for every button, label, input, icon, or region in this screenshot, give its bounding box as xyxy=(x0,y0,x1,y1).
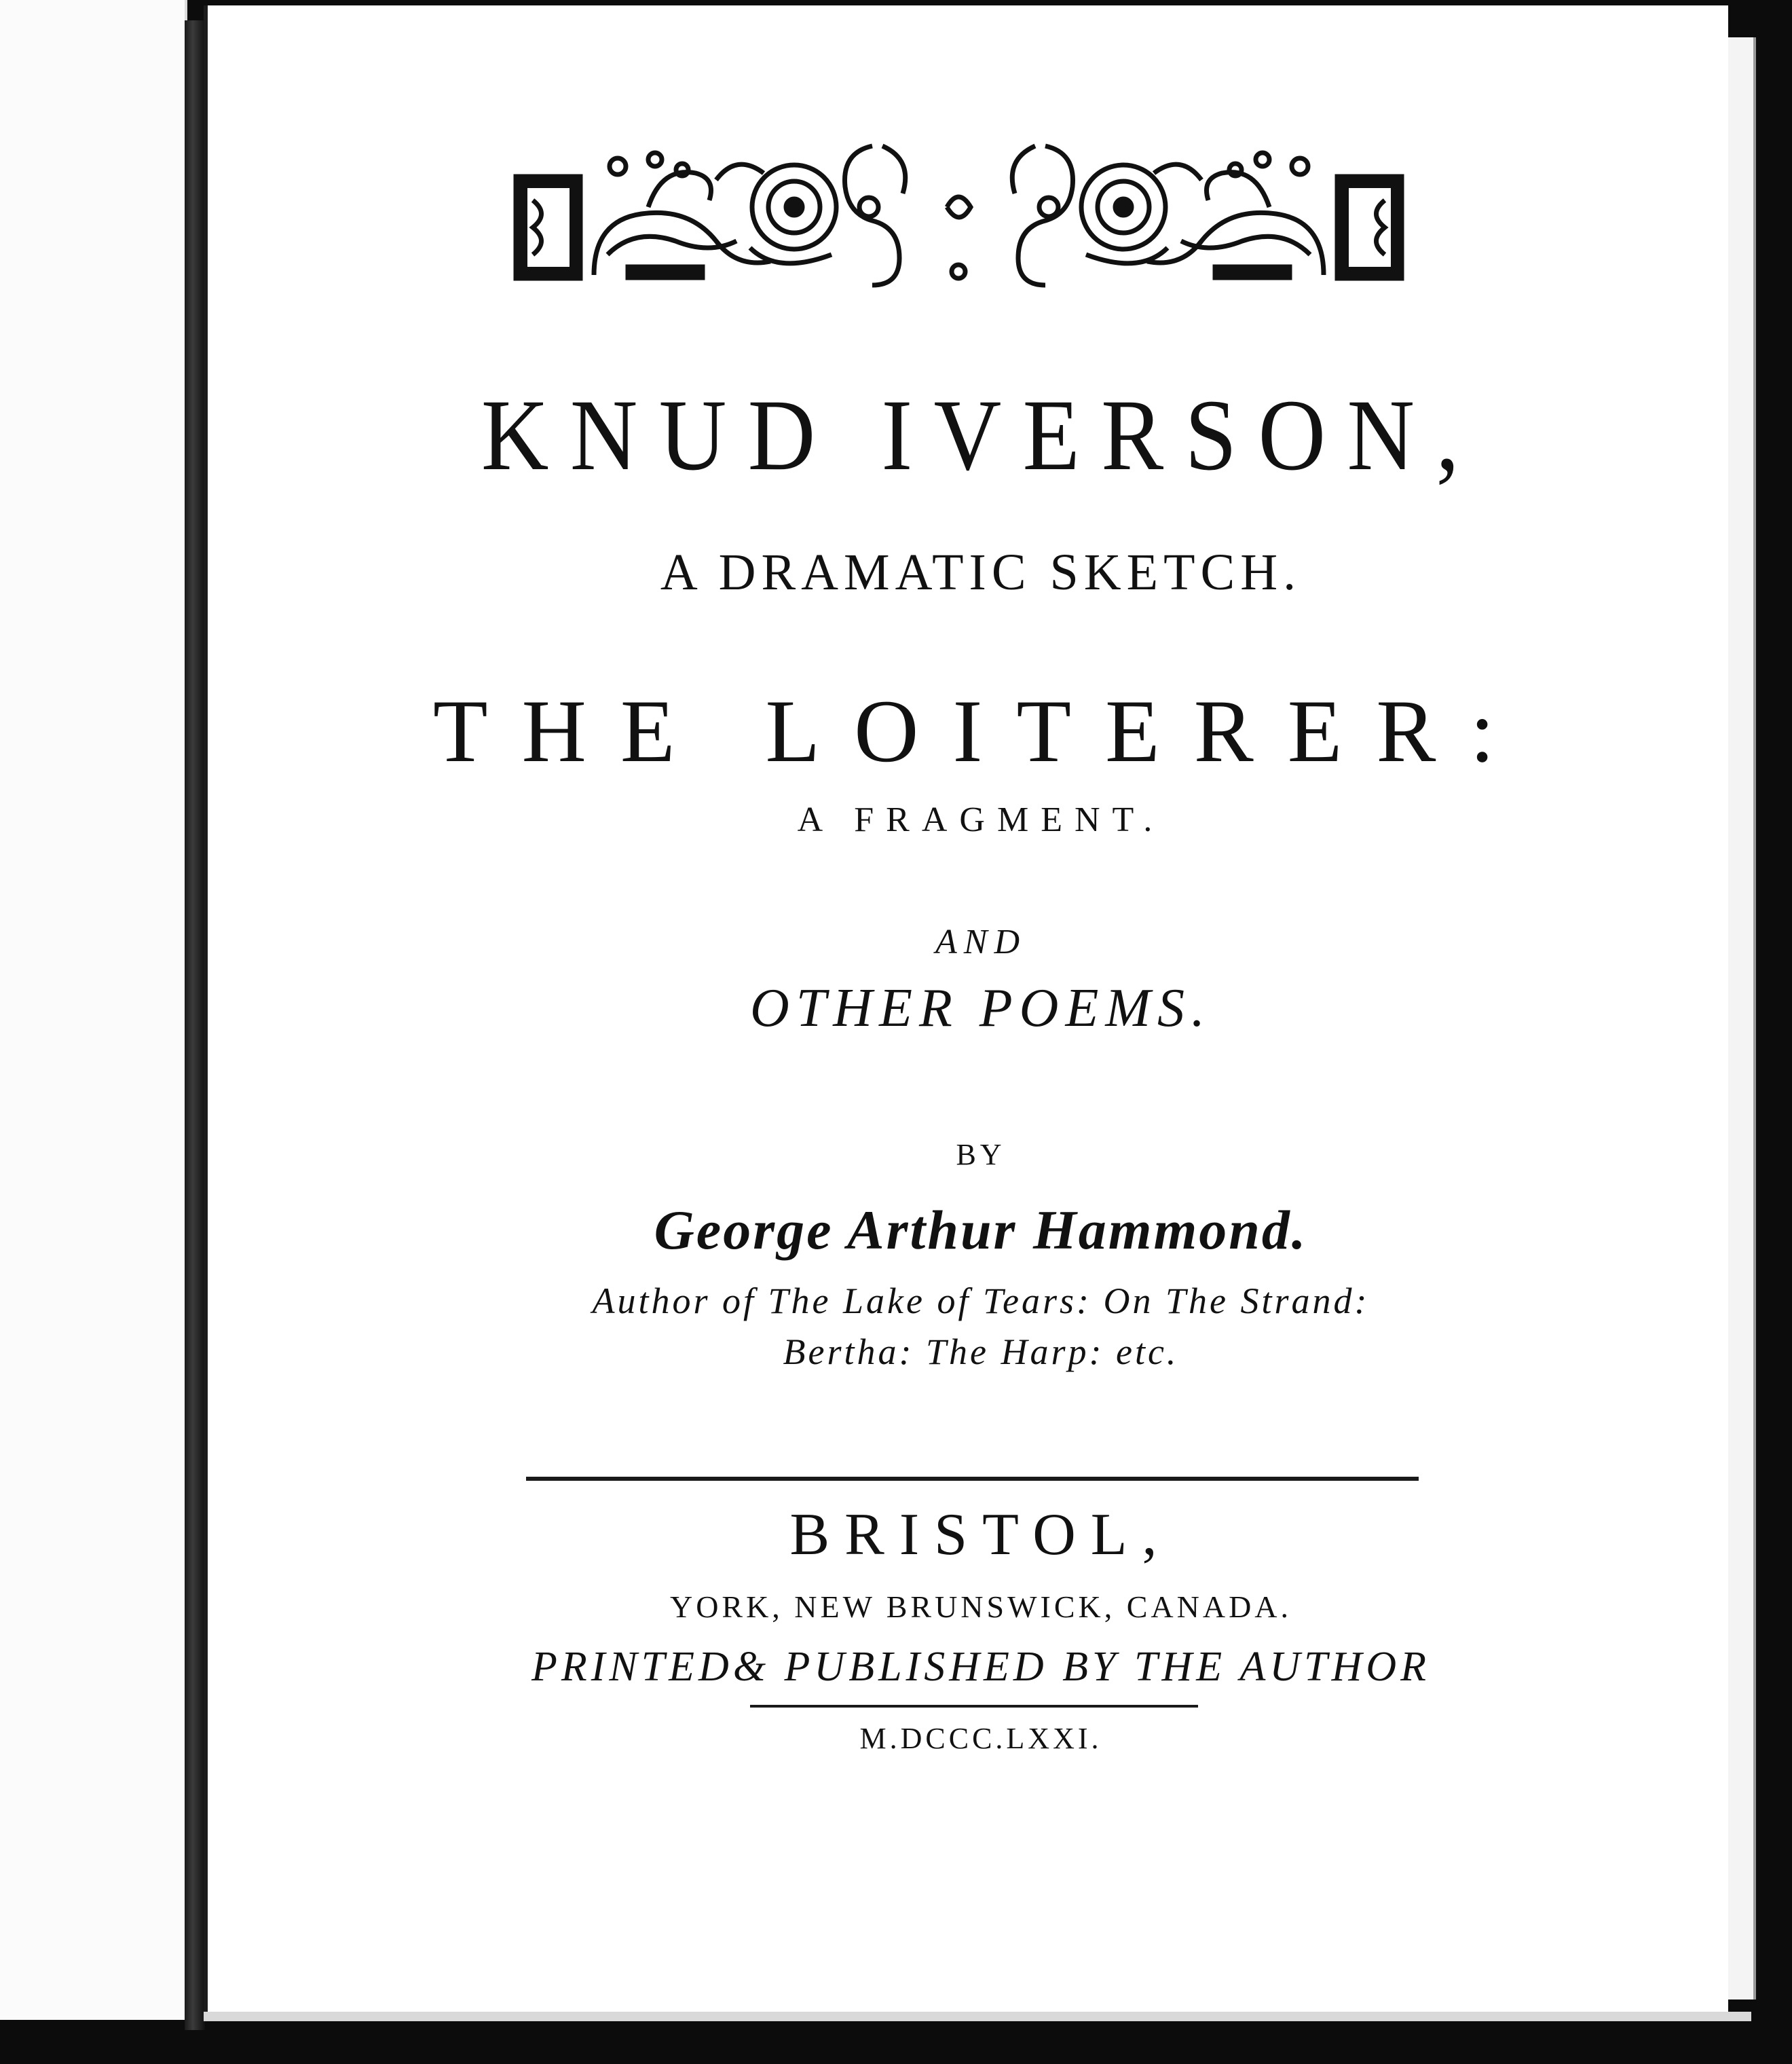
short-divider-rule xyxy=(750,1705,1198,1708)
imprint-city: BRISTOL, xyxy=(789,1502,1172,1568)
second-title: THE LOITERER: xyxy=(432,681,1529,781)
main-title: KNUD IVERSON, xyxy=(481,379,1481,492)
imprint-publisher: PRINTED& PUBLISHED BY THE AUTHOR xyxy=(531,1644,1431,1690)
page-bottom-edge xyxy=(204,2012,1751,2021)
author-name: George Arthur Hammond. xyxy=(654,1199,1308,1261)
author-credits-line-1: Author of The Lake of Tears: On The Strand: xyxy=(592,1280,1370,1321)
second-subtitle: A FRAGMENT. xyxy=(797,800,1165,839)
divider-rule xyxy=(526,1477,1419,1481)
by-label: BY xyxy=(956,1138,1006,1171)
third-title: OTHER POEMS. xyxy=(750,978,1212,1038)
subtitle: A DRAMATIC SKETCH. xyxy=(660,544,1302,601)
imprint-year: M.DCCC.LXXI. xyxy=(859,1722,1102,1755)
conjunction: AND xyxy=(935,923,1026,961)
imprint-location: YORK, NEW BRUNSWICK, CANADA. xyxy=(669,1589,1292,1624)
author-credits-line-2: Bertha: The Harp: etc. xyxy=(783,1331,1179,1372)
ornamental-headpiece xyxy=(512,132,1405,289)
